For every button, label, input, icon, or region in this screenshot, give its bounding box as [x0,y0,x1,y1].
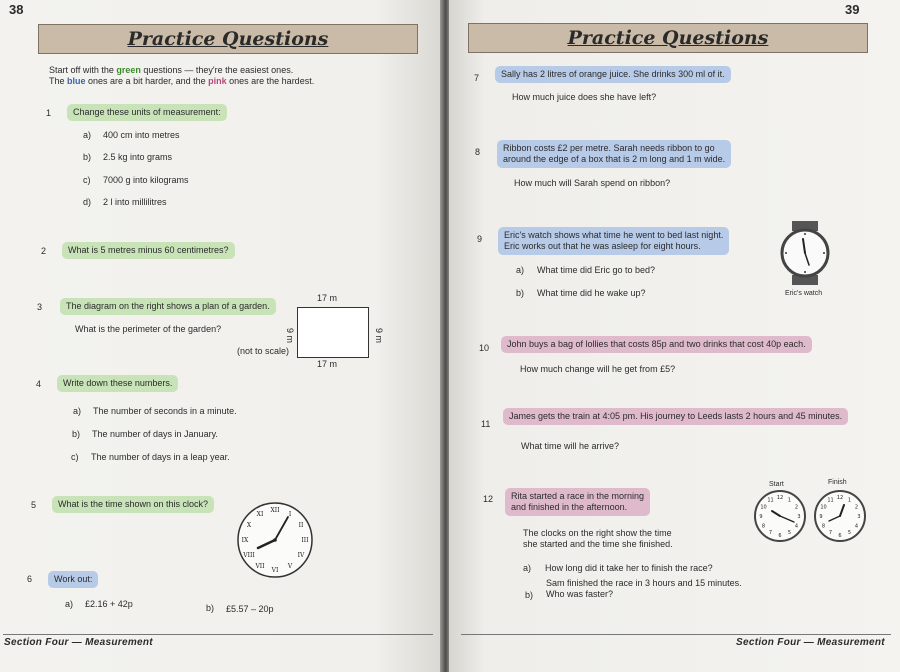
clock-numeral: 4 [854,523,859,530]
part-label: a) [83,130,92,140]
page-number: 38 [9,2,24,17]
start-clock-label: Start [769,481,784,488]
page-title: Practice Questions [567,27,769,49]
question-subtext: The clocks on the right show the time [523,528,672,538]
part-label: a) [65,599,74,609]
watch-caption: Eric's watch [785,290,823,297]
question-prompt: Write down these numbers. [57,375,178,392]
question-number: 9 [477,234,483,244]
clock-numeral: XII [270,507,280,515]
clock-numeral: V [287,563,293,571]
part-label: b) [516,288,525,298]
clock-numeral: 7 [768,530,773,537]
clock-numeral: 8 [821,523,826,530]
question-number: 5 [31,500,37,510]
question-prompt: What is 5 metres minus 60 centimetres? [62,242,235,259]
part-text: The number of days in a leap year. [91,452,230,462]
part-text: The number of seconds in a minute. [93,406,237,416]
eric-watch [779,221,831,285]
dimension-label: 9 m [374,327,385,344]
part-label: a) [73,406,82,416]
intro-line-2: The blue ones are a bit harder, and the pink ones are the hardest. [49,76,315,86]
question-number: 7 [474,73,480,83]
question-number: 3 [37,302,43,312]
part-text: What time did Eric go to bed? [537,265,656,275]
question-number: 4 [36,379,42,389]
part-label: a) [523,563,532,573]
footer-rule [3,634,433,635]
page-number: 39 [845,2,860,17]
clock-numeral: 12 [776,494,784,501]
question-prompt: James gets the train at 4:05 pm. His journey to Leeds lasts 2 hours and 45 minutes. [503,408,848,425]
clock-numeral: VIII [243,552,255,560]
part-text: The number of days in January. [92,429,218,439]
part-label: d) [83,197,92,207]
finish-clock [813,489,867,543]
question-number: 2 [41,246,47,256]
clock-numeral: 3 [797,513,801,520]
question-subtext: How much will Sarah spend on ribbon? [514,178,671,188]
part-text: Sam finished the race in 3 hours and 15 minutes. [546,578,742,588]
clock-numeral: 6 [778,532,782,539]
question-number: 1 [46,108,52,118]
clock-numeral: I [288,511,292,519]
dimension-label: 9 m [285,327,296,344]
clock-numeral: X [246,522,252,530]
question-prompt: What is the time shown on this clock? [52,496,214,513]
intro-line-1: Start off with the green questions — they're the easiest ones. [49,65,294,75]
clock-numeral: 10 [820,504,827,511]
left-page [0,0,442,672]
dimension-label: 17 m [317,359,338,369]
clock-numeral: 3 [857,513,861,520]
part-label: a) [516,265,525,275]
part-text: 2 l into millilitres [103,197,167,207]
part-label: c) [83,175,91,185]
scale-note: (not to scale) [237,346,290,356]
question-subtext: What is the perimeter of the garden? [75,324,222,334]
start-clock [753,489,807,543]
clock-numeral: 11 [827,497,834,504]
question-prompt: Change these units of measurement: [67,104,227,121]
clock-numeral: 7 [828,530,833,537]
question-subtext: What time will he arrive? [521,441,620,451]
clock-numeral: VII [255,563,265,571]
clock-numeral: VI [271,567,279,575]
clock-numeral: 5 [787,530,792,537]
finish-clock-label: Finish [828,479,847,486]
clock-numeral: 6 [838,532,842,539]
question-number: 10 [479,343,490,353]
question-subtext: she started and the time she finished. [523,539,673,549]
clock-numeral: 9 [759,513,763,520]
question-number: 8 [475,147,481,157]
part-label: b) [72,429,81,439]
clock-numeral: 10 [760,504,767,511]
clock-numeral: XI [256,511,264,519]
part-text: 7000 g into kilograms [103,175,189,185]
clock-numeral: 12 [836,494,844,501]
question-subtext: How much juice does she have left? [512,92,657,102]
question-number: 11 [481,419,491,429]
clock-numeral: 4 [794,523,799,530]
clock-numeral: II [298,522,304,530]
page-header [468,23,868,53]
footer-rule [461,634,891,635]
part-text: How long did it take her to finish the race? [545,563,713,573]
question-prompt: The diagram on the right shows a plan of a garden. [60,298,276,315]
question-number: 6 [27,574,33,584]
part-text: 2.5 kg into grams [103,152,173,162]
part-text: What time did he wake up? [537,288,646,298]
question-number: 12 [483,494,494,504]
clock-numeral: 9 [819,513,823,520]
part-text: £5.57 – 20p [226,604,274,614]
clock-numeral: IX [241,537,249,545]
page-header [38,24,418,54]
page-title: Practice Questions [127,28,329,50]
part-text: £2.16 + 42p [85,599,133,609]
part-text: 400 cm into metres [103,130,180,140]
roman-clock [235,500,315,580]
garden-rectangle [297,307,369,358]
question-prompt: Rita started a race in the morning and finished in the afternoon. [505,488,650,516]
question-prompt: Sally has 2 litres of orange juice. She drinks 300 ml of it. [495,66,731,83]
clock-numeral: 2 [794,504,799,511]
part-label: b) [525,590,534,600]
clock-numeral: 1 [847,497,852,504]
question-prompt: Work out: [48,571,98,588]
part-label: b) [83,152,92,162]
clock-numeral: 8 [761,523,766,530]
question-prompt: Ribbon costs £2 per metre. Sarah needs ribbon to go around the edge of a box that is 2 m long and 1 m wide. [497,140,731,168]
page-footer: Section Four — Measurement [736,637,885,648]
part-label: b) [206,603,215,613]
clock-numeral: IV [297,552,305,560]
clock-numeral: 1 [787,497,792,504]
clock-numeral: 11 [767,497,774,504]
question-prompt: John buys a bag of lollies that costs 85p and two drinks that cost 40p each. [501,336,812,353]
right-page [449,0,900,672]
part-text: Who was faster? [546,589,614,599]
page-footer: Section Four — Measurement [4,637,153,648]
clock-numeral: 2 [854,504,859,511]
question-subtext: How much change will he get from £5? [520,364,676,374]
question-prompt: Eric's watch shows what time he went to bed last night. Eric works out that he was asleep for eight hours. [498,227,729,255]
dimension-label: 17 m [317,293,338,303]
part-label: c) [71,452,79,462]
clock-numeral: 5 [847,530,852,537]
clock-numeral: III [301,537,309,545]
